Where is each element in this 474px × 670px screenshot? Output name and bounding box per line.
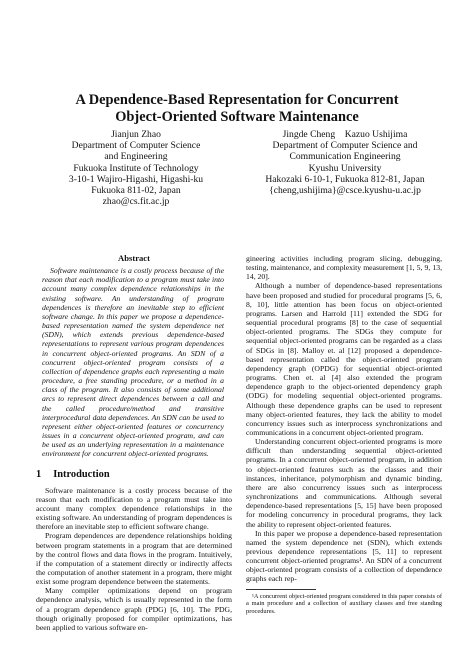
title-line: A Dependence-Based Representation for Concurrent: [75, 92, 399, 108]
title-line: Object-Oriented Software Maintenance: [115, 109, 359, 125]
author-affiliation: Kyushu University: [308, 162, 382, 174]
abstract-text: Software maintenance is a costly process because of the reason that each modification to a program must take into account many complex dependence relationships in the existing software. An understanding of program dependences is therefore an inevitable step to efficient software change. In this paper we propose a dependence-based representation named the system dependence net (SDN), which extends previous dependence-based representations to represent various program dependences in concurrent object-oriented programs. An SDN of a concurrent object-oriented program consists of a collection of dependence graphs each representing a main procedure, a free standing procedure, or a method in a class of the program. It also consists of some additional arcs to represent direct dependences between a call and the called procedure/method and transitive interprocedural data dependences. An SDN can be used to represent either object-oriented features or concurrency issues in a concurrent object-oriented program, and can be used as an underlying representation in a maintenance environment for concurrent object-oriented programs.: [42, 266, 224, 459]
author-name: Jianjun Zhao: [111, 129, 161, 140]
footnote: ¹A concurrent object-oriented program considered in this paper consists of a main procedure and a collection of auxiliary classes and free standing procedures.: [246, 592, 442, 615]
author-affiliation: Department of Computer Science: [71, 140, 201, 152]
author-address: 3-10-1 Wajiro-Higashi, Higashi-ku: [68, 173, 204, 185]
author-email: {cheng,ushijima}@csce.kyushu-u.ac.jp: [269, 185, 421, 197]
body-paragraph: gineering activities including program slicing, debugging, testing, maintenance, and complexity measurement [1, 5, 9, 13, 14, 20].: [246, 254, 442, 282]
body-paragraph: Although a number of dependence-based representations have been proposed and studied for procedural programs [5, 6, 8, 10], little attention has been focus on object-oriented programs. Larsen and Harrold [11] extended the SDG for sequential procedural programs [8] to the case of sequential object-oriented programs. The SDGs they compute for sequential object-oriented programs can be regarded as a class of SDGs in [8]. Malloy et. al [12] proposed a dependence-based representation called the object-oriented program dependency graph (OPDG) for sequential object-oriented programs. Chen et. al [4] also extended the program dependence graph to the object-oriented dependency graph (ODG) for modeling sequential object-oriented programs. Although these dependence graphs can be used to represent many object-oriented features, they lack the ability to model concurrency issues such as interprocess synchronizations and communications in a concurrent object-oriented program.: [246, 281, 442, 437]
abstract-heading: Abstract: [118, 253, 150, 263]
author-affiliation: Fukuoka Institute of Technology: [73, 162, 199, 174]
body-paragraph: In this paper we propose a dependence-based representation named the system dependence net (SDN), which extends previous dependence representations [5, 11] to represent concurrent object-oriented programs¹. An SDN of a concurrent object-oriented program consists of a collection of dependence graphs each rep-: [246, 528, 442, 584]
section-heading: [36, 470, 232, 479]
body-paragraph: Many compiler optimizations depend on program dependence analysis, which is usually represented in the form of a program dependence graph (PDG) [6, 10]. The PDG, though originally proposed for compiler optimizations, has been applied to various software en-: [36, 586, 232, 632]
author-email: zhao@cs.fit.ac.jp: [102, 196, 170, 208]
body-paragraph: Software maintenance is a costly process because of the reason that each modification to a program must take into account many complex dependence relationships in the existing software. An understanding of program dependences is therefore an inevitable step to efficient software change.: [36, 485, 232, 532]
author-block-right: [240, 129, 450, 196]
section-title: Introduction: [53, 469, 110, 481]
author-affiliation: Communication Engineering: [289, 151, 401, 163]
body-paragraph: Program dependences are dependence relationships holding between program statements in a program that are determined by the control flows and data flows in the program. Intuitively, if the computation of a statement directly or indirectly affects the computation of another statement in a program, there might exist some program dependence between the statements.: [36, 531, 232, 587]
author-address: Fukuoka 811-02, Japan: [91, 185, 181, 197]
author-block-left: [36, 129, 236, 207]
left-column: [36, 254, 232, 632]
right-column: [246, 254, 442, 615]
section-number: 1: [36, 469, 42, 481]
paper-title: [40, 92, 434, 126]
author-affiliation: and Engineering: [104, 151, 168, 163]
author-names: Jingde Cheng Kazuo Ushijima: [282, 129, 408, 140]
author-address: Hakozaki 6-10-1, Fukuoka 812-81, Japan: [265, 173, 425, 185]
author-affiliation: Department of Computer Science and: [272, 140, 418, 152]
footnote-rule: [246, 589, 316, 590]
body-paragraph: Understanding concurrent object-oriented programs is more difficult than understanding sequential object-oriented programs. In a concurrent object-oriented program, in addition to object-oriented features such as the classes and their instances, inheritance, polymorphism and dynamic binding, there are also concurrency issues such as interprocess synchronizations and communications. Although several dependence-based representations [5, 15] have been proposed for modeling concurrency in procedural programs, they lack the ability to represent object-oriented features.: [246, 437, 442, 529]
